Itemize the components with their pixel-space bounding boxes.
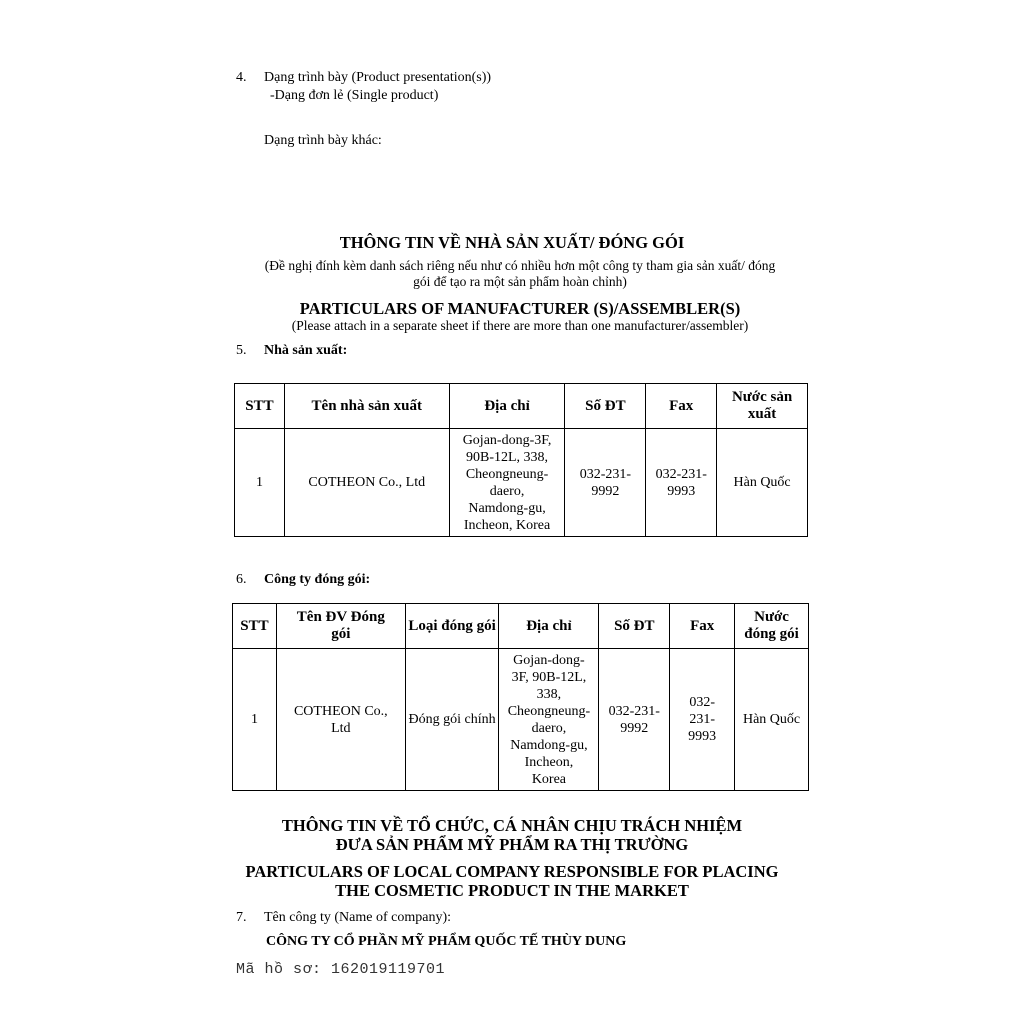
company-name: CÔNG TY CỔ PHẦN MỸ PHẨM QUỐC TẾ THÙY DUNG (266, 934, 627, 949)
address-line: Incheon, Korea (463, 517, 551, 533)
address-line: 338, (536, 686, 562, 702)
section7-number: 7. (236, 910, 247, 925)
file-code: Mã hồ sơ: 162019119701 (236, 961, 446, 978)
packager-name-line: Ltd (331, 720, 351, 736)
fax-line: 9993 (667, 483, 696, 499)
local-company-title-en-line1: PARTICULARS OF LOCAL COMPANY RESPONSIBLE FOR PLACING (245, 862, 779, 881)
manufacturer-note-vi-line1: (Đề nghị đính kèm danh sách riêng nếu như có nhiều hơn một công ty tham gia sản xuất/ đóng (264, 258, 776, 273)
section5-title: Nhà sản xuất: (264, 343, 348, 358)
section7-label: Tên công ty (Name of company): (264, 910, 451, 925)
manufacturer-table (234, 383, 808, 537)
address-line: Cheongneung- (465, 466, 549, 482)
section4-other-presentation: Dạng trình bày khác: (264, 133, 382, 148)
cell-stt: 1 (233, 649, 277, 791)
fax-line: 032-231- (655, 466, 707, 482)
packaging-table (232, 603, 809, 791)
cell-address (449, 429, 565, 537)
section4-single-product: -Dạng đơn lẻ (Single product) (270, 88, 439, 103)
header-address: Địa chỉ (499, 604, 599, 649)
header-packager-name-line1: Tên ĐV Đóng (296, 609, 385, 625)
header-phone: Số ĐT (565, 384, 646, 429)
header-country (717, 384, 808, 429)
section4-number: 4. (236, 70, 247, 85)
address-line: 90B-12L, 338, (466, 449, 549, 465)
address-line: daero, (531, 720, 567, 736)
header-stt: STT (233, 604, 277, 649)
header-country (735, 604, 809, 649)
manufacturer-note-vi-line2: gói để tạo ra một sản phẩm hoàn chỉnh) (413, 274, 627, 289)
manufacturer-note-en: (Please attach in a separate sheet if there are more than one manufacturer/assembler) (291, 318, 749, 333)
header-fax: Fax (670, 604, 735, 649)
header-packaging-type: Loại đóng gói (405, 604, 499, 649)
header-packager-name (276, 604, 405, 649)
phone-line: 032-231- (608, 703, 660, 719)
header-country-line1: Nước sản (731, 389, 793, 405)
header-manufacturer-name: Tên nhà sản xuất (284, 384, 449, 429)
header-phone: Số ĐT (599, 604, 670, 649)
fax-line: 032- (689, 695, 715, 710)
manufacturer-title-en: PARTICULARS OF MANUFACTURER (S)/ASSEMBLER(S) (299, 299, 741, 318)
cell-phone (565, 429, 646, 537)
address-line: Cheongneung- (507, 703, 591, 719)
phone-line: 9992 (591, 483, 620, 499)
section5-number: 5. (236, 343, 247, 358)
packager-name-line: COTHEON Co., (293, 703, 388, 719)
address-line: Incheon, (524, 754, 574, 770)
local-company-title-en-line2: THE COSMETIC PRODUCT IN THE MARKET (335, 881, 689, 900)
cell-packaging-type: Đóng gói chính (405, 649, 499, 791)
header-fax: Fax (646, 384, 717, 429)
header-country-line2: xuất (747, 406, 777, 422)
cell-phone (599, 649, 670, 791)
address-line: Namdong-gu, (468, 500, 546, 516)
section6-number: 6. (236, 572, 247, 587)
fax-line: 9993 (688, 729, 717, 744)
manufacturer-title-vi: THÔNG TIN VỀ NHÀ SẢN XUẤT/ ĐÓNG GÓI (339, 233, 685, 252)
cell-fax (670, 649, 735, 791)
phone-line: 9992 (620, 720, 649, 736)
table-row (235, 429, 808, 537)
header-address: Địa chỉ (449, 384, 565, 429)
address-line: Gojan-dong- (513, 652, 585, 668)
address-line: Gojan-dong-3F, (462, 432, 552, 448)
table-header-row (233, 604, 809, 649)
header-stt: STT (235, 384, 285, 429)
section6-title: Công ty đóng gói: (264, 572, 371, 587)
address-line: Korea (531, 771, 567, 787)
cell-fax (646, 429, 717, 537)
local-company-title-vi-line1: THÔNG TIN VỀ TỔ CHỨC, CÁ NHÂN CHỊU TRÁCH NHIỆM (281, 816, 743, 835)
address-line: 3F, 90B-12L, (511, 669, 587, 685)
phone-line: 032-231- (579, 466, 632, 482)
section4-title: Dạng trình bày (Product presentation(s)) (264, 70, 492, 85)
table-row (233, 649, 809, 791)
cell-address (499, 649, 599, 791)
cell-country: Hàn Quốc (735, 649, 809, 791)
fax-line: 231- (689, 712, 715, 727)
cell-country: Hàn Quốc (717, 429, 808, 537)
table-header-row (235, 384, 808, 429)
header-country-line2: đóng gói (744, 626, 799, 642)
cell-packager-name (276, 649, 405, 791)
header-country-line1: Nước (754, 609, 789, 625)
address-line: daero, (489, 483, 525, 499)
header-packager-name-line2: gói (331, 626, 351, 642)
local-company-title-vi-line2: ĐƯA SẢN PHẨM MỸ PHẨM RA THỊ TRƯỜNG (335, 835, 689, 854)
cell-stt: 1 (235, 429, 285, 537)
cell-manufacturer-name: COTHEON Co., Ltd (284, 429, 449, 537)
address-line: Namdong-gu, (510, 737, 588, 753)
